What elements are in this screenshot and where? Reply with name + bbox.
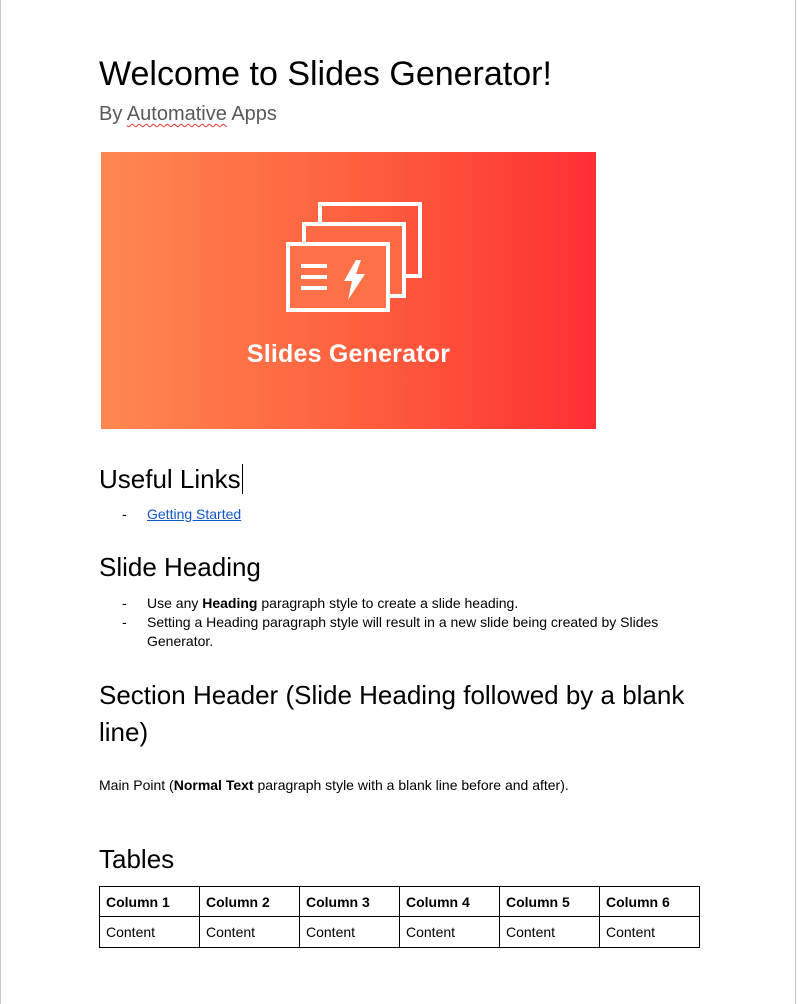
table-header-cell[interactable]: Column 1 (100, 887, 200, 917)
list-dash: - (122, 506, 127, 522)
misspelled-word[interactable]: Automative (126, 103, 227, 125)
document-subtitle (99, 101, 277, 127)
heading-tables: Tables (99, 844, 175, 874)
table-cell[interactable]: Content (100, 917, 200, 948)
list-item: - Setting a Heading paragraph style will result in a new slide being created by Slides Generator. (122, 614, 659, 649)
list-dash: - (122, 595, 127, 611)
table-header-cell[interactable]: Column 4 (400, 887, 500, 917)
document-title: Welcome to Slides Generator! (99, 55, 552, 93)
table-header-cell[interactable]: Column 3 (300, 887, 400, 917)
table-header-cell[interactable]: Column 6 (600, 887, 700, 917)
subtitle-prefix: By (99, 103, 127, 125)
table-cell[interactable]: Content (600, 917, 700, 948)
bold-normal-text: Normal Text (173, 777, 254, 793)
banner-title: Slides Generator (246, 340, 451, 368)
heading-slide-heading: Slide Heading (99, 552, 261, 582)
heading-section-header: Section Header (Slide Heading followed by a blank line) (99, 680, 685, 747)
table-cell[interactable]: Content (400, 917, 500, 948)
list-item (99, 505, 241, 524)
table-header-row (100, 887, 700, 917)
list-dash: - (122, 614, 127, 630)
subtitle-suffix: Apps (226, 103, 277, 125)
banner-image[interactable] (101, 152, 596, 429)
table-row (100, 917, 700, 948)
main-point-paragraph: Main Point (Normal Text paragraph style with a blank line before and after). (99, 777, 569, 793)
table-cell[interactable]: Content (300, 917, 400, 948)
getting-started-link[interactable]: Getting Started (147, 506, 242, 522)
table-cell[interactable]: Content (200, 917, 300, 948)
text-cursor (242, 464, 244, 494)
list-item: - Use any Heading paragraph style to create a slide heading. (122, 595, 519, 611)
useful-links-list (99, 505, 241, 524)
slides-lightning-logo-icon (285, 200, 425, 315)
heading-useful-links: Useful Links (99, 462, 243, 496)
content-table[interactable] (99, 886, 700, 948)
bold-heading-text: Heading (202, 595, 258, 611)
table-header-cell[interactable]: Column 2 (200, 887, 300, 917)
table-header-cell[interactable]: Column 5 (500, 887, 600, 917)
slide-heading-list (99, 594, 699, 651)
table-cell[interactable]: Content (500, 917, 600, 948)
